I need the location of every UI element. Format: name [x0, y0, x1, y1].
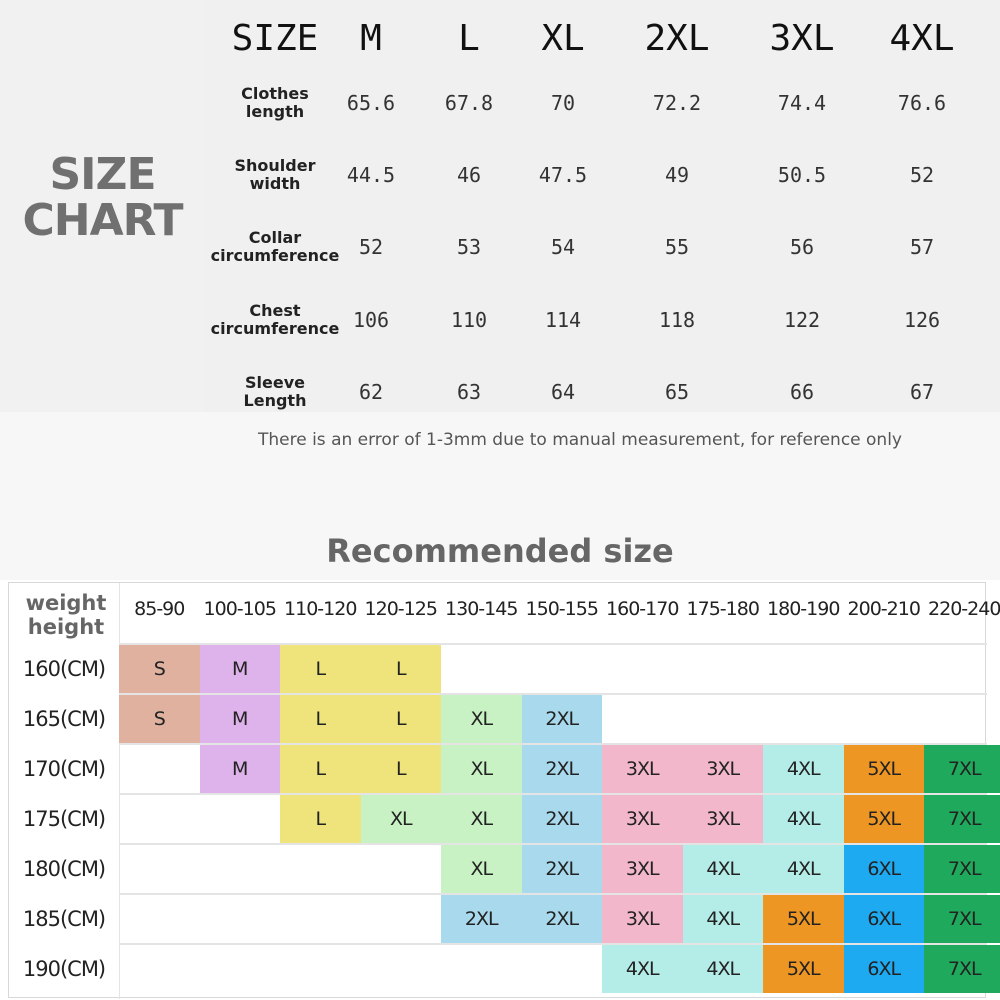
height-row-header: 185(CM)	[22, 907, 106, 931]
spec-value: 46	[456, 163, 482, 187]
spec-value: 67.8	[444, 91, 494, 115]
weight-column-header: 175-180	[686, 598, 759, 620]
size-cell: 3XL	[602, 845, 683, 893]
spec-row-label-line2: length	[245, 102, 305, 121]
height-row-header: 175(CM)	[22, 807, 106, 831]
spec-value: 122	[783, 308, 821, 332]
spec-value: 110	[450, 308, 488, 332]
spec-header-size: 3XL	[769, 18, 835, 59]
size-chart-title	[0, 149, 205, 246]
size-cell: 5XL	[763, 945, 844, 993]
measurement-note: There is an error of 1-3mm due to manual measurement, for reference only	[257, 430, 902, 450]
height-row-header: 170(CM)	[22, 757, 106, 781]
recommended-grid	[8, 582, 1000, 998]
size-cell: 7XL	[924, 845, 1000, 893]
grid-corner-weight: weight	[25, 591, 107, 615]
spec-row-label-line2: circumference	[210, 246, 340, 265]
size-cell: L	[361, 695, 442, 743]
size-cell: XL	[361, 795, 442, 843]
weight-column-header: 200-210	[847, 598, 920, 620]
spec-row-label	[205, 85, 345, 121]
size-cell: 4XL	[763, 845, 844, 893]
weight-column-header: 150-155	[525, 598, 598, 620]
spec-value: 74.4	[777, 91, 827, 115]
size-cell: 2XL	[522, 895, 603, 943]
height-row-header: 160(CM)	[22, 657, 106, 681]
size-cell: 3XL	[683, 795, 764, 843]
size-cell: M	[200, 645, 281, 693]
spec-row-label-line1: Sleeve	[245, 373, 305, 392]
grid-corner	[11, 591, 121, 639]
grid-corner-height: height	[27, 615, 105, 639]
spec-value: 57	[909, 235, 935, 259]
size-cell: 7XL	[924, 895, 1000, 943]
size-cell: L	[361, 745, 442, 793]
spec-table	[205, 0, 1000, 412]
spec-header-size: M	[360, 18, 382, 59]
size-cell: XL	[441, 745, 522, 793]
size-cell: 5XL	[844, 795, 925, 843]
spec-row-label-line2: Length	[243, 391, 307, 410]
spec-row-label-line1: Shoulder	[234, 156, 316, 175]
size-cell: L	[280, 795, 361, 843]
size-cell: XL	[441, 695, 522, 743]
size-cell: L	[280, 645, 361, 693]
size-cell: 5XL	[844, 745, 925, 793]
spec-value: 65	[664, 380, 690, 404]
size-cell: S	[119, 645, 200, 693]
weight-column-header: 160-170	[606, 598, 679, 620]
size-cell: 4XL	[683, 845, 764, 893]
spec-row-label-line1: Clothes	[241, 84, 309, 103]
size-cell: L	[361, 645, 442, 693]
size-chart-title-line1: SIZE	[49, 149, 156, 200]
size-cell: 7XL	[924, 745, 1000, 793]
size-cell: 5XL	[763, 895, 844, 943]
spec-value: 114	[544, 308, 582, 332]
spec-value: 56	[789, 235, 815, 259]
spec-header-size: 4XL	[889, 18, 955, 59]
size-cell: 6XL	[844, 845, 925, 893]
weight-column-header: 180-190	[767, 598, 840, 620]
size-cell: 3XL	[602, 795, 683, 843]
size-cell: S	[119, 695, 200, 743]
height-row-header: 165(CM)	[22, 707, 106, 731]
spec-header-size: L	[458, 18, 480, 59]
spec-value: 76.6	[897, 91, 947, 115]
spec-value: 47.5	[538, 163, 588, 187]
spec-value: 70	[550, 91, 576, 115]
spec-value: 67	[909, 380, 935, 404]
spec-row-label-line1: Chest	[249, 301, 301, 320]
spec-row-label-line1: Collar	[248, 228, 302, 247]
spec-value: 52	[909, 163, 935, 187]
spec-row-label	[205, 229, 345, 265]
spec-value: 64	[550, 380, 576, 404]
spec-header-size: 2XL	[644, 18, 710, 59]
size-cell: M	[200, 745, 281, 793]
spec-row-label-line2: width	[249, 174, 301, 193]
spec-value: 52	[358, 235, 384, 259]
size-cell: 7XL	[924, 795, 1000, 843]
size-chart-title-line2: CHART	[22, 195, 183, 246]
spec-value: 118	[658, 308, 696, 332]
spec-value: 55	[664, 235, 690, 259]
weight-column-header: 120-125	[364, 598, 437, 620]
spec-value: 50.5	[777, 163, 827, 187]
spec-value: 44.5	[346, 163, 396, 187]
weight-column-header: 220-240	[928, 598, 1000, 620]
size-cell: XL	[441, 845, 522, 893]
size-cell: 4XL	[683, 945, 764, 993]
size-cell: 6XL	[844, 945, 925, 993]
size-cell: XL	[441, 795, 522, 843]
weight-column-header: 85-90	[134, 598, 185, 620]
size-cell: M	[200, 695, 281, 743]
size-cell: 2XL	[522, 695, 603, 743]
weight-column-header: 100-105	[203, 598, 276, 620]
spec-row-label	[205, 302, 345, 338]
recommended-title: Recommended size	[326, 532, 674, 570]
spec-value: 72.2	[652, 91, 702, 115]
size-cell: 3XL	[602, 745, 683, 793]
spec-value: 63	[456, 380, 482, 404]
spec-value: 65.6	[346, 91, 396, 115]
size-cell: 7XL	[924, 945, 1000, 993]
size-cell: 4XL	[763, 745, 844, 793]
spec-value: 106	[352, 308, 390, 332]
size-cell: 2XL	[522, 795, 603, 843]
size-cell: 2XL	[441, 895, 522, 943]
spec-value: 62	[358, 380, 384, 404]
spec-row-label	[205, 157, 345, 193]
size-cell: 2XL	[522, 745, 603, 793]
spec-value: 126	[903, 308, 941, 332]
size-cell: 4XL	[602, 945, 683, 993]
size-cell: 4XL	[683, 895, 764, 943]
height-row-header: 190(CM)	[22, 957, 106, 981]
size-cell: 3XL	[602, 895, 683, 943]
spec-row-label-line2: circumference	[210, 319, 340, 338]
spec-value: 54	[550, 235, 576, 259]
spec-header-size: XL	[541, 18, 585, 59]
size-cell: 2XL	[522, 845, 603, 893]
size-cell: L	[280, 695, 361, 743]
size-cell: 4XL	[763, 795, 844, 843]
spec-header-size-label: SIZE	[231, 18, 319, 59]
spec-row-label	[205, 374, 345, 410]
size-cell: 3XL	[683, 745, 764, 793]
spec-value: 53	[456, 235, 482, 259]
size-cell: 6XL	[844, 895, 925, 943]
size-cell: L	[280, 745, 361, 793]
spec-value: 49	[664, 163, 690, 187]
height-row-header: 180(CM)	[22, 857, 106, 881]
spec-value: 66	[789, 380, 815, 404]
weight-column-header: 130-145	[445, 598, 518, 620]
weight-column-header: 110-120	[284, 598, 357, 620]
